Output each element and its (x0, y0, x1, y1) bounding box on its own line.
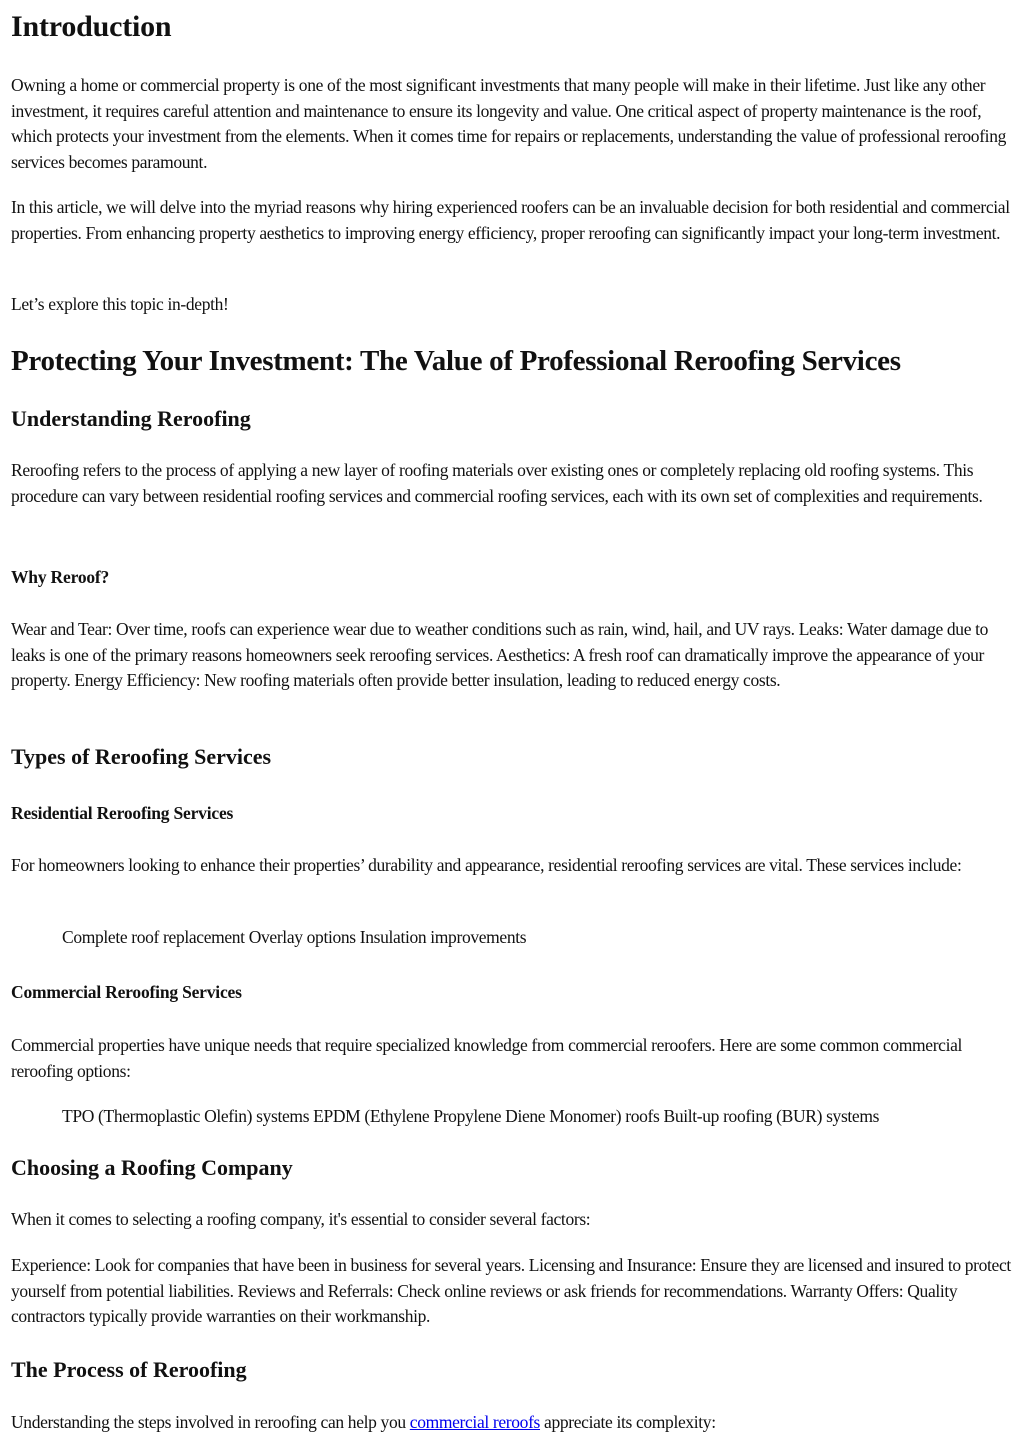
commercial-heading: Commercial Reroofing Services (11, 982, 242, 1002)
commercial-list: TPO (Thermoplastic Olefin) systems EPDM (Ethylene Propylene Diene Monomer) roofs Built-up roofing (BUR) systems (62, 1106, 880, 1126)
main-heading: Protecting Your Investment: The Value of Professional Reroofing Services (11, 345, 901, 377)
intro-heading: Introduction (11, 10, 172, 43)
understanding-paragraph: Reroofing refers to the process of applying a new layer of roofing materials over existing ones or completely replacing old roofing systems. This procedure can vary between residential roofing services and commercial roofing services, each with its own set of complexities and requirements. (11, 460, 983, 506)
why-reroof-heading: Why Reroof? (11, 567, 110, 587)
choosing-paragraph-2: Experience: Look for companies that have been in business for several years. Licensing and Insurance: Ensure they are licensed and insured to protect yourself from potential liabilities. Reviews and Referrals: Check online reviews or ask friends for recommendations. Warranty Offers: Quality contractors typically provide warranties on their workmanship. (11, 1255, 1011, 1327)
types-heading: Types of Reroofing Services (11, 744, 272, 769)
intro-paragraph-2: In this article, we will delve into the myriad reasons why hiring experienced roofers can be an invaluable decision for both residential and commercial properties. From enhancing property aesthetics to improving energy efficiency, proper reroofing can significantly impact your long-term investment. (11, 197, 1010, 243)
why-reroof-paragraph: Wear and Tear: Over time, roofs can experience wear due to weather conditions such as rain, wind, hail, and UV rays. Leaks: Water damage due to leaks is one of the primary reasons homeowners seek reroofing services. Aesthetics: A fresh roof can dramatically improve the appearance of your property. Energy Efficiency: New roofing materials often provide better insulation, leading to reduced energy costs. (11, 619, 989, 691)
commercial-reroofs-link[interactable]: commercial reroofs (409, 1412, 541, 1432)
process-text-before: Understanding the steps involved in reroofing can help you (11, 1412, 410, 1432)
residential-list: Complete roof replacement Overlay options Insulation improvements (62, 927, 527, 947)
residential-heading: Residential Reroofing Services (11, 803, 234, 823)
intro-paragraph-1: Owning a home or commercial property is one of the most significant investments that many people will make in their lifetime. Just like any other investment, it requires careful attention and maintenance to ensure its longevity and value. One critical aspect of property maintenance is the roof, which protects your investment from the elements. When it comes time for repairs or replacements, understanding the value of professional reroofing services becomes paramount. (11, 75, 1006, 172)
intro-paragraph-3: Let’s explore this topic in-depth! (11, 294, 229, 314)
process-text-after: appreciate its complexity: (540, 1412, 716, 1432)
understanding-heading: Understanding Reroofing (11, 406, 251, 431)
commercial-paragraph: Commercial properties have unique needs that require specialized knowledge from commercial reroofers. Here are some common commercial reroofing options: (11, 1035, 963, 1081)
choosing-paragraph-1: When it comes to selecting a roofing company, it's essential to consider several factors: (11, 1209, 591, 1229)
choosing-heading: Choosing a Roofing Company (11, 1155, 293, 1180)
residential-paragraph: For homeowners looking to enhance their properties’ durability and appearance, residential reroofing services are vital. These services include: (11, 855, 962, 875)
process-paragraph (11, 1410, 1015, 1436)
process-heading: The Process of Reroofing (11, 1357, 247, 1382)
